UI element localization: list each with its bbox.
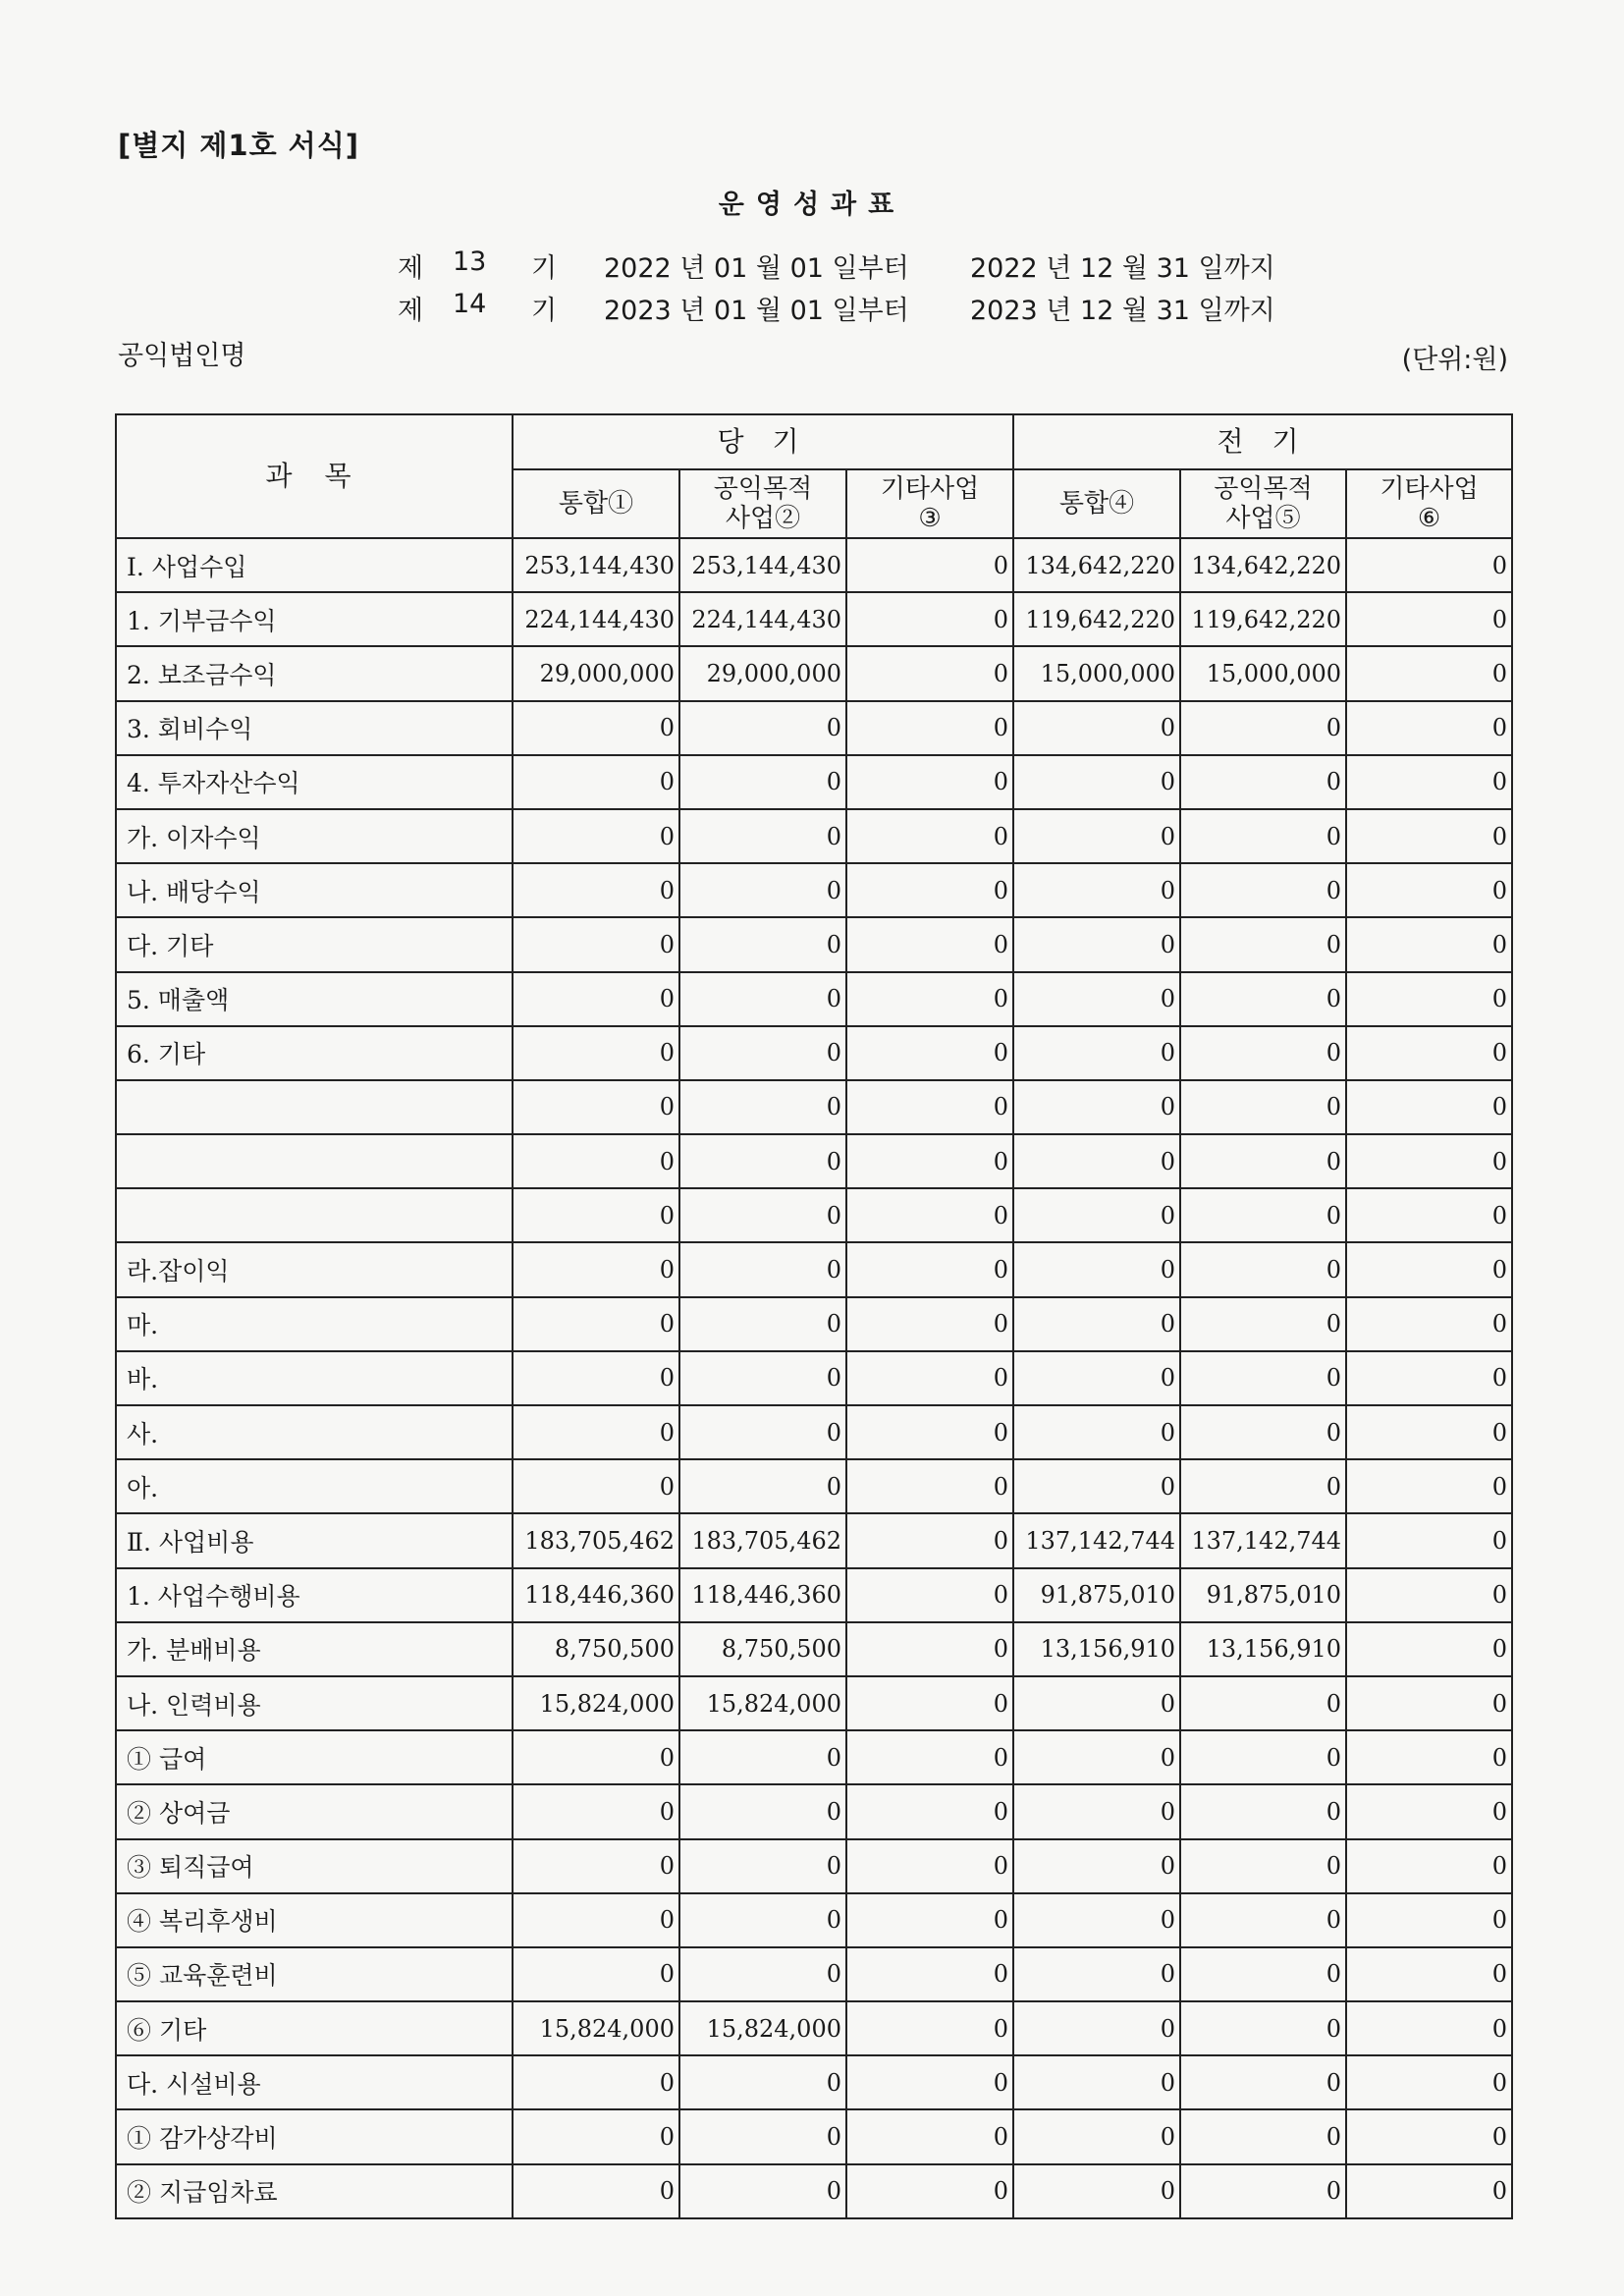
amount-cell: 0	[1013, 972, 1180, 1026]
amount-cell: 0	[679, 2055, 846, 2109]
column-header-line: 통합④	[1058, 489, 1135, 519]
row-label: 아.	[116, 1459, 513, 1513]
amount-cell: 0	[1013, 755, 1180, 809]
amount-cell: 0	[1346, 1839, 1512, 1893]
amount-cell: 0	[1346, 1893, 1512, 1947]
amount-cell: 0	[1346, 1513, 1512, 1567]
row-label: Ⅰ. 사업수입	[116, 538, 513, 592]
amount-cell: 0	[1180, 972, 1346, 1026]
amount-cell: 0	[846, 863, 1013, 917]
amount-cell: 0	[846, 2055, 1013, 2109]
table-row	[116, 1405, 1512, 1459]
table-row	[116, 1730, 1512, 1784]
column-header-line: 기타사업	[1380, 474, 1479, 504]
amount-cell: 0	[1346, 1405, 1512, 1459]
amount-cell: 0	[846, 592, 1013, 646]
amount-cell: 0	[1013, 1242, 1180, 1296]
amount-cell: 91,875,010	[1013, 1568, 1180, 1622]
amount-cell: 0	[513, 2109, 679, 2163]
row-label: 마.	[116, 1297, 513, 1351]
amount-cell: 0	[846, 1188, 1013, 1242]
row-label: 바.	[116, 1351, 513, 1405]
table-row	[116, 2164, 1512, 2218]
amount-cell: 0	[846, 1676, 1013, 1730]
amount-cell: 0	[846, 1893, 1013, 1947]
amount-cell: 0	[846, 1568, 1013, 1622]
amount-cell: 134,642,220	[1180, 538, 1346, 592]
table-row	[116, 1297, 1512, 1351]
amount-cell: 137,142,744	[1180, 1513, 1346, 1567]
amount-cell: 0	[1180, 1026, 1346, 1080]
amount-cell: 0	[513, 1947, 679, 2001]
amount-cell: 8,750,500	[513, 1622, 679, 1676]
amount-cell: 0	[1180, 2164, 1346, 2218]
amount-cell: 0	[1346, 1297, 1512, 1351]
amount-cell: 0	[513, 972, 679, 1026]
amount-cell: 0	[1180, 1459, 1346, 1513]
table-row	[116, 863, 1512, 917]
table-row	[116, 1947, 1512, 2001]
amount-cell: 0	[1013, 1839, 1180, 1893]
amount-cell: 0	[1346, 646, 1512, 700]
amount-cell: 0	[1346, 2109, 1512, 2163]
amount-cell: 0	[1013, 809, 1180, 863]
period-start: 2022 년 01 월 01 일부터	[604, 253, 909, 284]
amount-cell: 0	[846, 972, 1013, 1026]
row-label: ② 상여금	[116, 1784, 513, 1838]
amount-cell: 0	[1180, 1947, 1346, 2001]
amount-cell: 0	[679, 1839, 846, 1893]
amount-cell: 0	[846, 917, 1013, 971]
period-end: 2023 년 12 월 31 일까지	[970, 296, 1275, 326]
amount-cell: 0	[679, 1947, 846, 2001]
amount-cell: 0	[679, 2164, 846, 2218]
amount-cell: 0	[513, 1134, 679, 1188]
table-row	[116, 1839, 1512, 1893]
amount-cell: 0	[1346, 1622, 1512, 1676]
amount-cell: 0	[1013, 1405, 1180, 1459]
row-label: ① 급여	[116, 1730, 513, 1784]
amount-cell: 0	[679, 917, 846, 971]
column-header	[513, 469, 679, 538]
row-label: 가. 이자수익	[116, 809, 513, 863]
amount-cell: 137,142,744	[1013, 1513, 1180, 1567]
amount-cell: 0	[679, 1351, 846, 1405]
row-label: ③ 퇴직급여	[116, 1839, 513, 1893]
amount-cell: 0	[1013, 2001, 1180, 2055]
row-label: 사.	[116, 1405, 513, 1459]
table-row	[116, 1351, 1512, 1405]
row-label: ④ 복리후생비	[116, 1893, 513, 1947]
row-label: 나. 배당수익	[116, 863, 513, 917]
amount-cell: 0	[846, 1513, 1013, 1567]
row-label: 라.잡이익	[116, 1242, 513, 1296]
row-label: ② 지급임차료	[116, 2164, 513, 2218]
column-header-line: ⑥	[1417, 504, 1441, 533]
table-row	[116, 1134, 1512, 1188]
amount-cell: 0	[1346, 917, 1512, 971]
column-header	[1180, 469, 1346, 538]
amount-cell: 0	[846, 1242, 1013, 1296]
amount-cell: 15,824,000	[513, 2001, 679, 2055]
row-label: 4. 투자자산수익	[116, 755, 513, 809]
row-label	[116, 1080, 513, 1134]
amount-cell: 183,705,462	[679, 1513, 846, 1567]
amount-cell: 0	[1346, 1080, 1512, 1134]
amount-cell: 118,446,360	[679, 1568, 846, 1622]
amount-cell: 0	[846, 1405, 1013, 1459]
amount-cell: 29,000,000	[513, 646, 679, 700]
amount-cell: 0	[846, 646, 1013, 700]
table-row	[116, 1080, 1512, 1134]
amount-cell: 0	[1346, 701, 1512, 755]
unit-label: (단위:원)	[1401, 345, 1508, 375]
amount-cell: 0	[1346, 1459, 1512, 1513]
row-label: 1. 기부금수익	[116, 592, 513, 646]
amount-cell: 0	[1013, 1893, 1180, 1947]
amount-cell: 0	[679, 972, 846, 1026]
row-label: 2. 보조금수익	[116, 646, 513, 700]
corp-name-label: 공익법인명	[118, 341, 246, 371]
column-header-line: 사업②	[725, 504, 801, 533]
operating-results-table	[115, 413, 1513, 2219]
amount-cell: 0	[1180, 809, 1346, 863]
period-number: 13	[453, 246, 487, 277]
amount-cell: 0	[1013, 1134, 1180, 1188]
amount-cell: 0	[1346, 1134, 1512, 1188]
amount-cell: 0	[1346, 1026, 1512, 1080]
amount-cell: 0	[1013, 1351, 1180, 1405]
amount-cell: 0	[513, 2055, 679, 2109]
amount-cell: 0	[513, 1730, 679, 1784]
amount-cell: 0	[1346, 863, 1512, 917]
table-row	[116, 701, 1512, 755]
row-label: Ⅱ. 사업비용	[116, 1513, 513, 1567]
column-header-line: 기타사업	[880, 474, 980, 504]
amount-cell: 0	[1180, 1730, 1346, 1784]
amount-cell: 0	[679, 1134, 846, 1188]
amount-cell: 0	[1346, 809, 1512, 863]
table-row	[116, 2001, 1512, 2055]
amount-cell: 8,750,500	[679, 1622, 846, 1676]
amount-cell: 0	[1013, 1730, 1180, 1784]
amount-cell: 0	[1180, 2109, 1346, 2163]
table-row	[116, 1188, 1512, 1242]
period-gi: 기	[531, 296, 558, 326]
amount-cell: 0	[679, 1784, 846, 1838]
amount-cell: 0	[1180, 1405, 1346, 1459]
document-title: 운영성과표	[718, 190, 906, 220]
amount-cell: 0	[513, 1351, 679, 1405]
amount-cell: 0	[1346, 972, 1512, 1026]
table-row	[116, 1622, 1512, 1676]
row-label: 다. 기타	[116, 917, 513, 971]
amount-cell: 0	[513, 701, 679, 755]
row-label: 가. 분배비용	[116, 1622, 513, 1676]
amount-cell: 15,824,000	[679, 1676, 846, 1730]
table-row	[116, 1676, 1512, 1730]
amount-cell: 0	[679, 1893, 846, 1947]
amount-cell: 0	[1180, 1297, 1346, 1351]
row-label: ① 감가상각비	[116, 2109, 513, 2163]
amount-cell: 0	[1346, 592, 1512, 646]
row-label: 나. 인력비용	[116, 1676, 513, 1730]
column-header	[679, 469, 846, 538]
table-row	[116, 1784, 1512, 1838]
amount-cell: 0	[1180, 1893, 1346, 1947]
amount-cell: 0	[1346, 1242, 1512, 1296]
table-row	[116, 2109, 1512, 2163]
table-row	[116, 1513, 1512, 1567]
amount-cell: 0	[1180, 1188, 1346, 1242]
amount-cell: 0	[513, 863, 679, 917]
amount-cell: 0	[513, 1297, 679, 1351]
amount-cell: 0	[1346, 1188, 1512, 1242]
amount-cell: 13,156,910	[1180, 1622, 1346, 1676]
amount-cell: 0	[1180, 1676, 1346, 1730]
row-label	[116, 1188, 513, 1242]
period-start: 2023 년 01 월 01 일부터	[604, 296, 909, 326]
amount-cell: 0	[846, 1297, 1013, 1351]
amount-cell: 0	[846, 2109, 1013, 2163]
amount-cell: 91,875,010	[1180, 1568, 1346, 1622]
amount-cell: 0	[679, 1459, 846, 1513]
table-row	[116, 1242, 1512, 1296]
row-label: ⑥ 기타	[116, 2001, 513, 2055]
amount-cell: 0	[1013, 2109, 1180, 2163]
amount-cell: 0	[1013, 2055, 1180, 2109]
table-row	[116, 592, 1512, 646]
amount-cell: 0	[1346, 1730, 1512, 1784]
amount-cell: 29,000,000	[679, 646, 846, 700]
amount-cell: 253,144,430	[513, 538, 679, 592]
amount-cell: 0	[679, 2109, 846, 2163]
amount-cell: 0	[1013, 2164, 1180, 2218]
amount-cell: 0	[1180, 2055, 1346, 2109]
amount-cell: 0	[1013, 1947, 1180, 2001]
amount-cell: 0	[1180, 917, 1346, 971]
column-header	[1346, 469, 1512, 538]
column-header-line: 공익목적	[1214, 474, 1313, 504]
amount-cell: 0	[1346, 2164, 1512, 2218]
amount-cell: 0	[846, 1839, 1013, 1893]
amount-cell: 0	[846, 809, 1013, 863]
amount-cell: 0	[1346, 538, 1512, 592]
amount-cell: 0	[679, 755, 846, 809]
period-number: 14	[453, 289, 487, 319]
form-label: [별지 제1호 서식]	[118, 129, 359, 162]
table-row	[116, 809, 1512, 863]
amount-cell: 15,000,000	[1180, 646, 1346, 700]
table-row	[116, 538, 1512, 592]
amount-cell: 15,824,000	[513, 1676, 679, 1730]
amount-cell: 0	[679, 1405, 846, 1459]
amount-cell: 0	[679, 809, 846, 863]
amount-cell: 0	[679, 863, 846, 917]
amount-cell: 0	[1346, 1947, 1512, 2001]
amount-cell: 0	[1346, 755, 1512, 809]
prior-period-header: 전 기	[1013, 414, 1512, 469]
amount-cell: 119,642,220	[1180, 592, 1346, 646]
amount-cell: 0	[1013, 1080, 1180, 1134]
amount-cell: 0	[513, 1839, 679, 1893]
amount-cell: 0	[513, 1026, 679, 1080]
amount-cell: 0	[513, 1188, 679, 1242]
amount-cell: 0	[1346, 1351, 1512, 1405]
amount-cell: 0	[1346, 1784, 1512, 1838]
amount-cell: 0	[1013, 1459, 1180, 1513]
amount-cell: 0	[846, 1784, 1013, 1838]
amount-cell: 0	[513, 809, 679, 863]
amount-cell: 0	[679, 1297, 846, 1351]
amount-cell: 0	[1180, 1080, 1346, 1134]
current-period-header: 당 기	[513, 414, 1013, 469]
amount-cell: 0	[846, 1080, 1013, 1134]
column-header	[1013, 469, 1180, 538]
row-label: 1. 사업수행비용	[116, 1568, 513, 1622]
amount-cell: 0	[513, 1080, 679, 1134]
row-label: 5. 매출액	[116, 972, 513, 1026]
amount-cell: 0	[846, 1134, 1013, 1188]
column-header-line: ③	[918, 504, 942, 533]
amount-cell: 0	[513, 1459, 679, 1513]
row-label	[116, 1134, 513, 1188]
amount-cell: 0	[846, 1947, 1013, 2001]
amount-cell: 0	[846, 701, 1013, 755]
amount-cell: 0	[1180, 755, 1346, 809]
amount-cell: 0	[513, 917, 679, 971]
amount-cell: 0	[1180, 1134, 1346, 1188]
column-header-line: 통합①	[558, 489, 634, 519]
amount-cell: 0	[1346, 2001, 1512, 2055]
amount-cell: 0	[513, 1784, 679, 1838]
column-header-line: 사업⑤	[1225, 504, 1301, 533]
amount-cell: 0	[846, 1026, 1013, 1080]
table-row	[116, 917, 1512, 971]
amount-cell: 0	[1346, 2055, 1512, 2109]
amount-cell: 0	[513, 2164, 679, 2218]
amount-cell: 224,144,430	[513, 592, 679, 646]
amount-cell: 0	[1013, 1676, 1180, 1730]
column-header	[846, 469, 1013, 538]
amount-cell: 0	[846, 538, 1013, 592]
amount-cell: 0	[846, 2001, 1013, 2055]
column-header-line: 공익목적	[713, 474, 813, 504]
amount-cell: 0	[1013, 1297, 1180, 1351]
amount-cell: 0	[1180, 1351, 1346, 1405]
period-je: 제	[398, 296, 424, 326]
amount-cell: 0	[1013, 1188, 1180, 1242]
amount-cell: 0	[1180, 701, 1346, 755]
amount-cell: 224,144,430	[679, 592, 846, 646]
amount-cell: 0	[513, 1405, 679, 1459]
subject-header: 과 목	[116, 414, 513, 538]
table-row	[116, 646, 1512, 700]
amount-cell: 0	[846, 1730, 1013, 1784]
amount-cell: 0	[679, 1026, 846, 1080]
amount-cell: 0	[1013, 701, 1180, 755]
table-row	[116, 1568, 1512, 1622]
amount-cell: 0	[679, 1080, 846, 1134]
amount-cell: 0	[846, 1351, 1013, 1405]
amount-cell: 0	[846, 1459, 1013, 1513]
amount-cell: 253,144,430	[679, 538, 846, 592]
amount-cell: 0	[846, 755, 1013, 809]
amount-cell: 0	[513, 755, 679, 809]
amount-cell: 134,642,220	[1013, 538, 1180, 592]
amount-cell: 0	[513, 1893, 679, 1947]
row-label: ⑤ 교육훈련비	[116, 1947, 513, 2001]
period-end: 2022 년 12 월 31 일까지	[970, 253, 1275, 284]
amount-cell: 0	[1180, 2001, 1346, 2055]
amount-cell: 0	[846, 2164, 1013, 2218]
row-label: 3. 회비수익	[116, 701, 513, 755]
amount-cell: 15,000,000	[1013, 646, 1180, 700]
amount-cell: 15,824,000	[679, 2001, 846, 2055]
table-row	[116, 1026, 1512, 1080]
amount-cell: 119,642,220	[1013, 592, 1180, 646]
amount-cell: 0	[679, 1188, 846, 1242]
amount-cell: 0	[679, 701, 846, 755]
amount-cell: 0	[1180, 863, 1346, 917]
amount-cell: 0	[679, 1242, 846, 1296]
amount-cell: 0	[1180, 1242, 1346, 1296]
table-row	[116, 1459, 1512, 1513]
amount-cell: 0	[1180, 1784, 1346, 1838]
amount-cell: 0	[1013, 917, 1180, 971]
amount-cell: 0	[513, 1242, 679, 1296]
table-row	[116, 972, 1512, 1026]
amount-cell: 0	[1346, 1568, 1512, 1622]
table-row	[116, 1893, 1512, 1947]
amount-cell: 0	[846, 1622, 1013, 1676]
amount-cell: 0	[1346, 1676, 1512, 1730]
amount-cell: 118,446,360	[513, 1568, 679, 1622]
table-row	[116, 2055, 1512, 2109]
amount-cell: 0	[1013, 1784, 1180, 1838]
period-gi: 기	[531, 253, 558, 284]
period-je: 제	[398, 253, 424, 284]
row-label: 6. 기타	[116, 1026, 513, 1080]
amount-cell: 13,156,910	[1013, 1622, 1180, 1676]
amount-cell: 0	[1013, 863, 1180, 917]
amount-cell: 0	[1180, 1839, 1346, 1893]
row-label: 다. 시설비용	[116, 2055, 513, 2109]
amount-cell: 0	[679, 1730, 846, 1784]
amount-cell: 183,705,462	[513, 1513, 679, 1567]
amount-cell: 0	[1013, 1026, 1180, 1080]
table-row	[116, 755, 1512, 809]
